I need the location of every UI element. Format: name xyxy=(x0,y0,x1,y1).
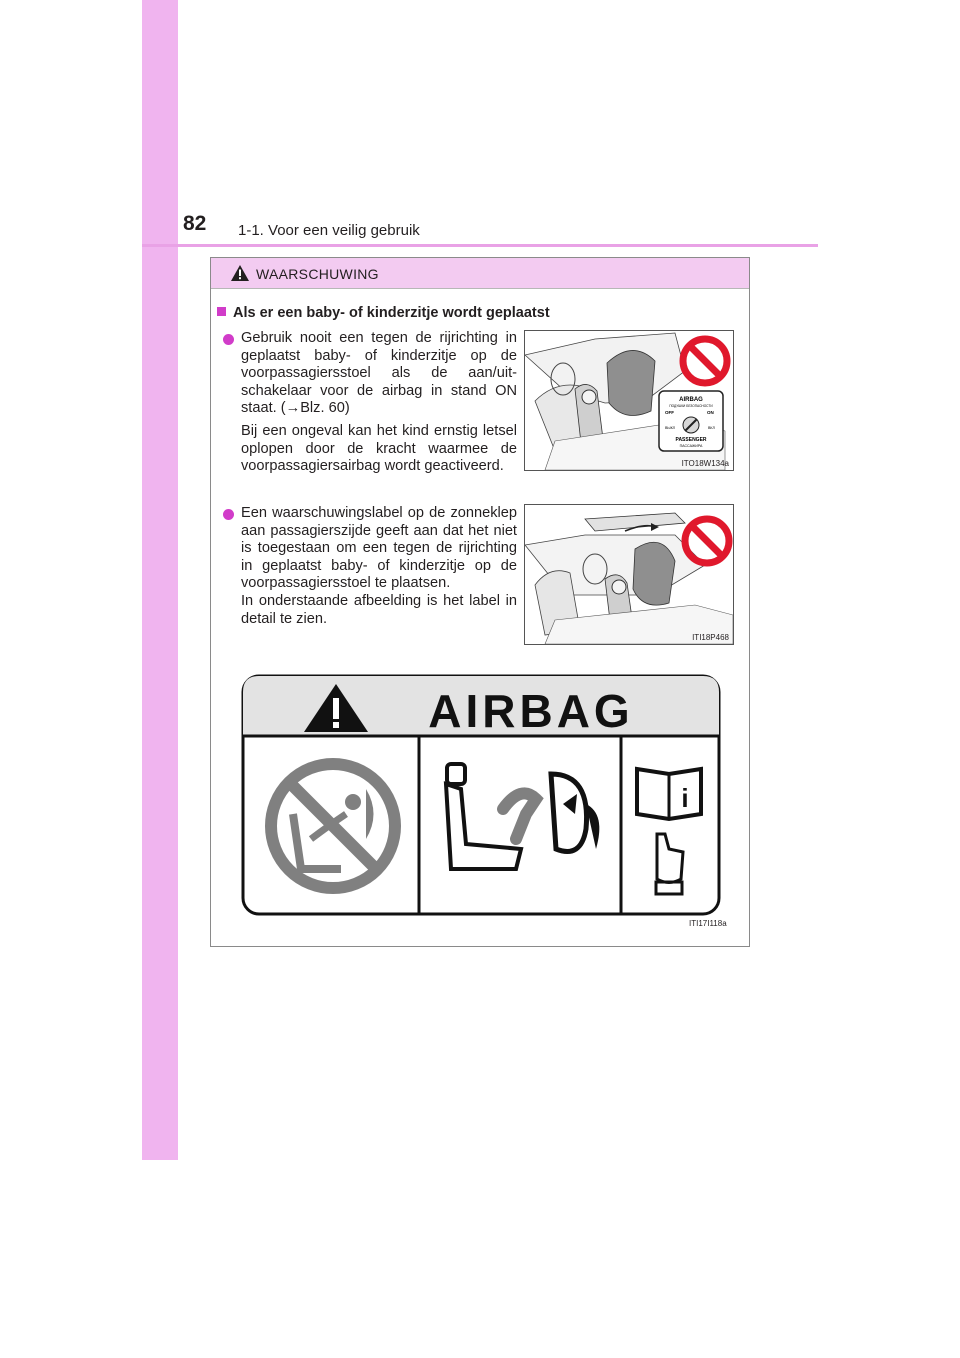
warning-subheading: Als er een baby- of kinderzitje wordt geplaatst xyxy=(217,305,550,321)
svg-text:i: i xyxy=(681,783,689,813)
warning-label: WAARSCHUWING xyxy=(256,266,379,282)
figure-sun-visor xyxy=(524,504,734,645)
figure-code: ITO18W134a xyxy=(681,459,729,468)
page-number: 82 xyxy=(183,212,207,235)
svg-text:ВЫКЛ: ВЫКЛ xyxy=(665,426,676,430)
svg-text:ПОДУШКИ БЕЗОПАСНОСТИ: ПОДУШКИ БЕЗОПАСНОСТИ xyxy=(669,404,713,408)
bullet-dot-icon xyxy=(223,509,234,520)
header-rule xyxy=(142,244,818,247)
svg-text:OFF: OFF xyxy=(665,410,674,415)
car-interior-illustration xyxy=(525,331,733,470)
svg-text:ПАССАЖИРА: ПАССАЖИРА xyxy=(679,444,703,448)
svg-text:AIRBAG: AIRBAG xyxy=(428,685,634,737)
bullet-paragraph: Een waarschuwingslabel op de zonneklep aan passagierszijde geeft aan dat het niet is toegestaan om een tegen de rijrichting in geplaatst baby- of kinderzitje op de voorpassagiersstoel te plaatsen. xyxy=(241,505,517,592)
svg-text:ВКЛ: ВКЛ xyxy=(708,426,715,430)
prohibition-icon xyxy=(685,519,729,563)
square-bullet-icon xyxy=(217,307,226,316)
bullet-paragraph: Bij een ongeval kan het kind ernstig letsel oplopen door de kracht waarmee de voorpassagiersairbag wordt geactiveerd. xyxy=(241,422,517,475)
svg-text:AIRBAG: AIRBAG xyxy=(679,397,703,403)
svg-text:ON: ON xyxy=(707,410,714,415)
prohibition-icon xyxy=(683,339,727,383)
airbag-label-illustration xyxy=(241,674,721,916)
bullet-item xyxy=(223,330,517,481)
sun-visor-illustration xyxy=(525,505,733,644)
bullet-dot-icon xyxy=(223,334,234,345)
figure-airbag-switch xyxy=(524,330,734,471)
bullet-item xyxy=(223,505,517,633)
figure-code: ITI18P468 xyxy=(692,633,729,642)
bullet-paragraph: In onderstaande afbeelding is het label in detail te zien. xyxy=(241,592,517,627)
airbag-warning-label xyxy=(241,674,721,916)
warning-triangle-icon xyxy=(231,265,249,281)
warning-box xyxy=(210,257,750,947)
section-title: 1-1. Voor een veilig gebruik xyxy=(238,222,420,239)
bullet-paragraph: Gebruik nooit een tegen de rijrichting in geplaatst baby- of kinderzitje op de voorpassagiersstoel als de aan/uit-schakelaar voor de airbag in stand ON staat. (→Blz. 60) xyxy=(241,330,517,417)
svg-text:PASSENGER: PASSENGER xyxy=(675,437,707,443)
warning-header xyxy=(211,258,749,289)
figure-code: ITI17I118a xyxy=(689,919,727,928)
side-color-band xyxy=(142,0,178,1160)
